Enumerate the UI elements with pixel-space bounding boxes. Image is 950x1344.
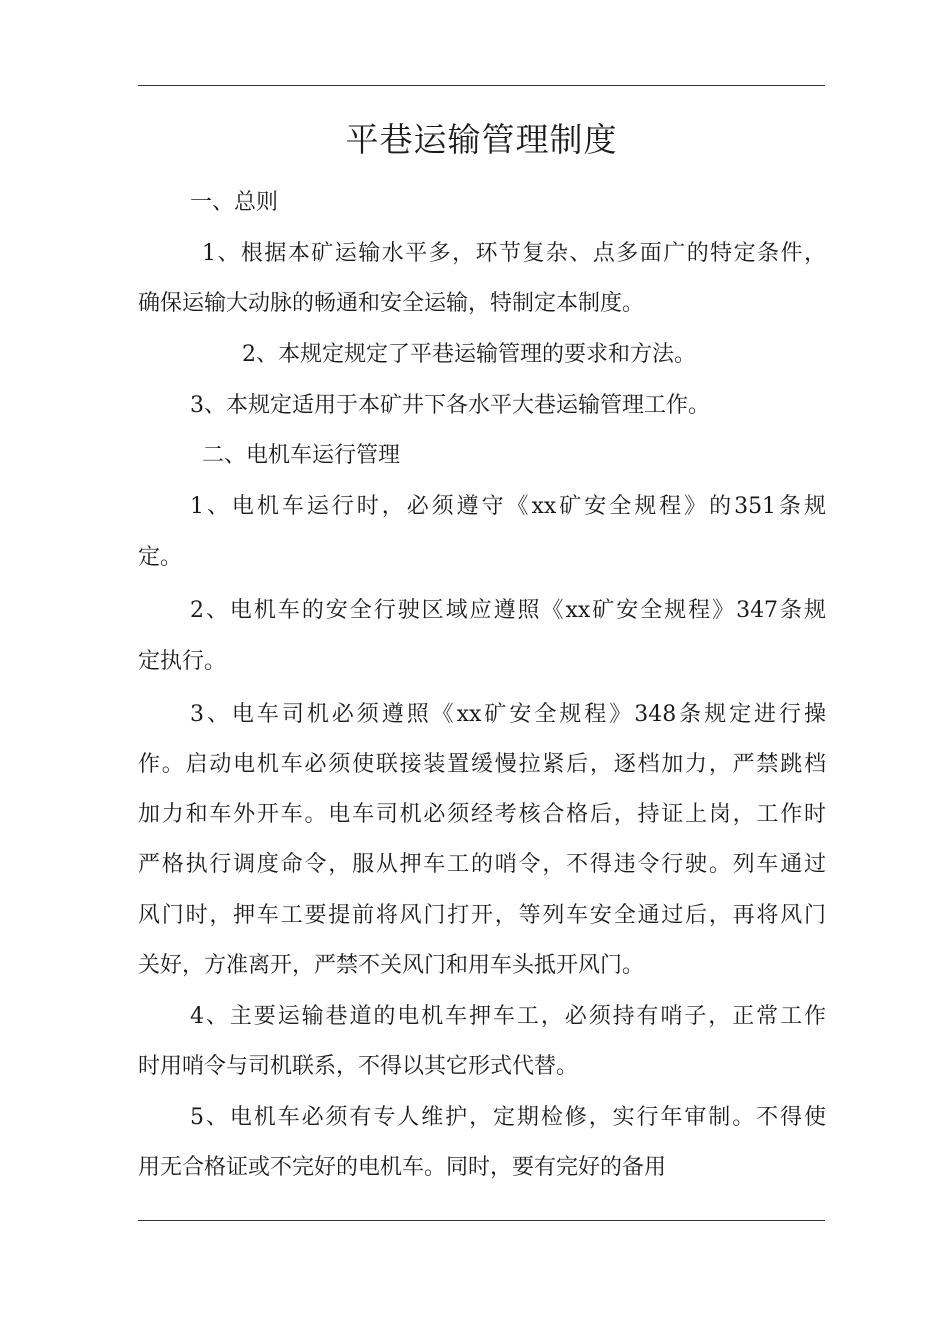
- footer-rule: [138, 1220, 825, 1221]
- paragraph-line: 定执行。: [138, 649, 227, 674]
- section-heading-general: 一、总则: [190, 190, 279, 215]
- paragraph-line: 时用哨令与司机联系，不得以其它形式代替。: [138, 1054, 579, 1079]
- paragraph-line: 4、主要运输巷道的电机车押车工，必须持有哨子，正常工作: [190, 1004, 826, 1029]
- paragraph-line: 5、电机车必须有专人维护，定期检修，实行年审制。不得使: [190, 1105, 826, 1130]
- paragraph-line: 1、电机车运行时，必须遵守《xx矿安全规程》的351条规: [190, 494, 826, 519]
- paragraph-line: 用无合格证或不完好的电机车。同时，要有完好的备用: [138, 1155, 667, 1180]
- paragraph-line: 3、电车司机必须遵照《xx矿安全规程》348条规定进行操: [190, 702, 826, 727]
- paragraph-line: 2、本规定规定了平巷运输管理的要求和方法。: [242, 342, 696, 367]
- paragraph-line: 确保运输大动脉的畅通和安全运输，特制定本制度。: [138, 291, 645, 316]
- header-rule: [138, 85, 825, 86]
- paragraph-line: 定。: [138, 545, 183, 570]
- paragraph-line: 1、根据本矿运输水平多，环节复杂、点多面广的特定条件，: [202, 241, 826, 266]
- paragraph-line: 加力和车外开车。电车司机必须经考核合格后，持证上岗，工作时: [138, 802, 826, 827]
- section-heading-locomotive: 二、电机车运行管理: [202, 443, 401, 468]
- paragraph-line: 作。启动电机车必须使联接装置缓慢拉紧后，逐档加力，严禁跳档: [138, 752, 826, 777]
- document-title: 平巷运输管理制度: [345, 120, 618, 159]
- paragraph-line: 严格执行调度命令，服从押车工的哨令，不得违令行驶。列车通过: [138, 852, 826, 877]
- paragraph-line: 风门时，押车工要提前将风门打开，等列车安全通过后，再将风门: [138, 903, 826, 928]
- paragraph-line: 2、电机车的安全行驶区域应遵照《xx矿安全规程》347条规: [190, 598, 826, 623]
- paragraph-line: 3、本规定适用于本矿井下各水平大巷运输管理工作。: [190, 393, 710, 418]
- paragraph-line: 关好，方准离开，严禁不关风门和用车头抵开风门。: [138, 953, 645, 978]
